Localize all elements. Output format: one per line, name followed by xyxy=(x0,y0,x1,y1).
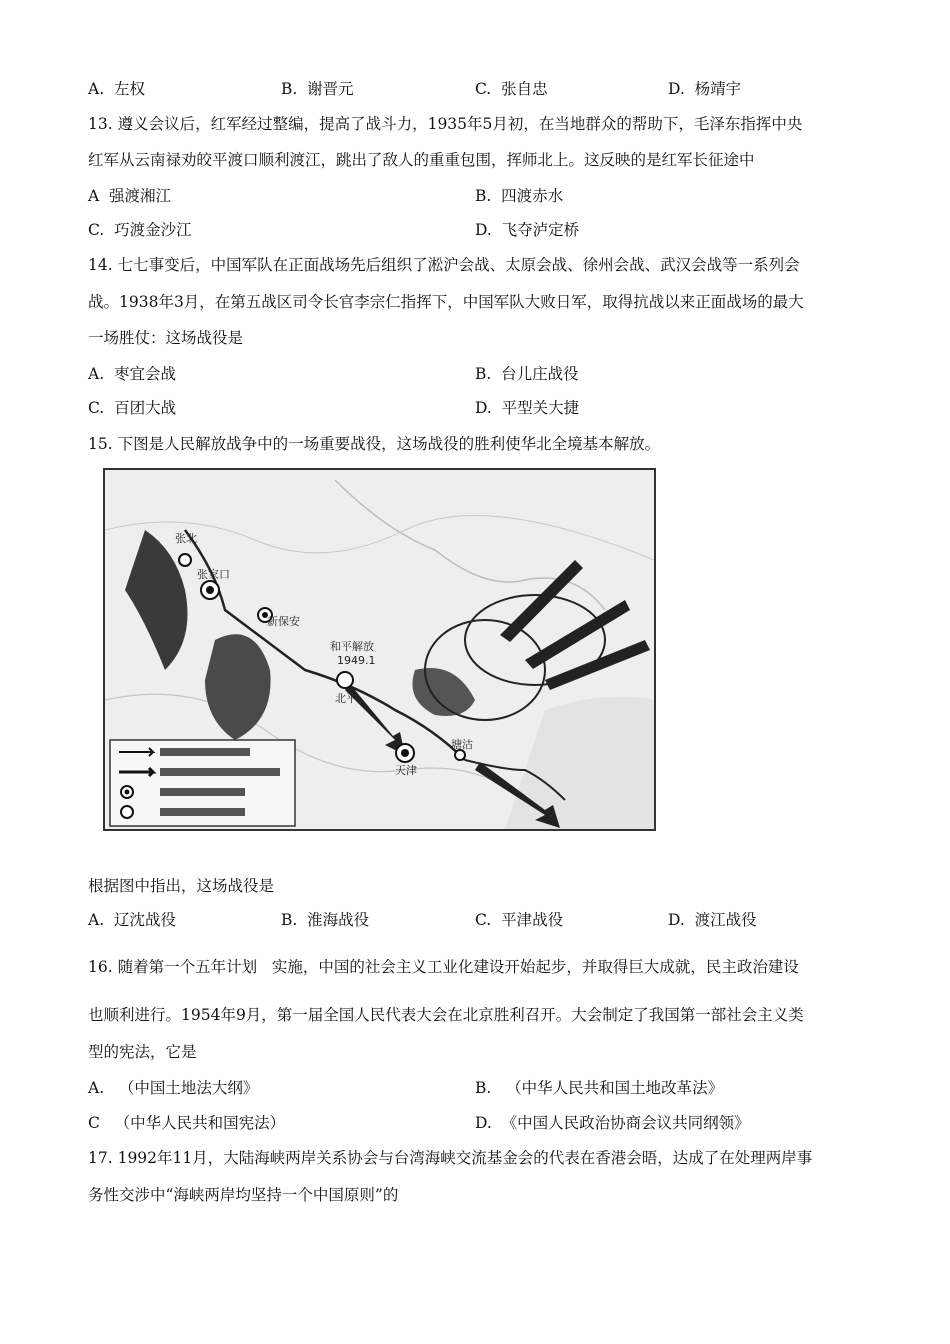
q16-option-a[interactable]: A. （中国土地法大纲》 xyxy=(88,1079,259,1097)
q16-option-d[interactable]: D. 《中国人民政治协商会议共同纲领》 xyxy=(475,1114,750,1132)
q17-stem-line-1: 17. 1992年11月，大陆海峡两岸关系协会与台湾海峡交流基金会的代表在香港会晤，达成了在处理两岸事 xyxy=(88,1149,813,1167)
q13-option-a[interactable]: A 强渡湘江 xyxy=(88,187,172,205)
q14-option-a[interactable]: A. 枣宜会战 xyxy=(88,365,176,383)
q14-stem-line-3: 一场胜仗：这场战役是 xyxy=(88,329,244,347)
city-marker-tanggu xyxy=(455,750,465,760)
battle-map xyxy=(103,468,656,831)
map-label-zhangjiakou: 张家口 xyxy=(197,568,230,581)
city-marker-zhangjiakou xyxy=(201,581,219,599)
map-label-tanggu: 塘沽 xyxy=(451,738,473,751)
map-label-peaceful-liberation: 和平解放 xyxy=(330,640,374,653)
q14-option-d[interactable]: D. 平型关大捷 xyxy=(475,399,580,417)
q12-option-b[interactable]: B. 谢晋元 xyxy=(281,80,354,98)
city-marker-zhangbei xyxy=(179,554,191,566)
q16-stem-line-3: 型的宪法，它是 xyxy=(88,1043,197,1061)
city-marker-beiping xyxy=(337,672,353,688)
q13-option-c[interactable]: C. 巧渡金沙江 xyxy=(88,221,192,239)
q15-option-c[interactable]: C. 平津战役 xyxy=(475,911,564,929)
q16-stem-line-2: 也顺利进行。1954年9月，第一届全国人民代表大会在北京胜利召开。大会制定了我国第一部社会主义类 xyxy=(88,1006,804,1024)
q17-stem-line-2: 务性交涉中“海峡两岸均坚持一个中国原则”的 xyxy=(88,1186,399,1204)
q12-option-d[interactable]: D. 杨靖宇 xyxy=(668,80,742,98)
q15-stem: 15. 下图是人民解放战争中的一场重要战役，这场战役的胜利使华北全境基本解放。 xyxy=(88,435,661,453)
q14-option-b[interactable]: B. 台儿庄战役 xyxy=(475,365,579,383)
battle-map-figure xyxy=(105,470,654,829)
q12-option-a[interactable]: A. 左权 xyxy=(88,80,145,98)
q16-option-c[interactable]: C （中华人民共和国宪法） xyxy=(88,1114,286,1132)
q16-option-b[interactable]: B. （中华人民共和国土地改革法》 xyxy=(475,1079,724,1097)
q15-option-d[interactable]: D. 渡江战役 xyxy=(668,911,757,929)
q13-stem-line-2: 红军从云南禄劝皎平渡口顺利渡江，跳出了敌人的重重包围，挥师北上。这反映的是红军长征途中 xyxy=(88,151,755,169)
q15-option-b[interactable]: B. 淮海战役 xyxy=(281,911,370,929)
q13-option-b[interactable]: B. 四渡赤水 xyxy=(475,187,564,205)
map-label-xinbaoan: 新保安 xyxy=(267,615,300,628)
q13-option-d[interactable]: D. 飞夺泸定桥 xyxy=(475,221,580,239)
map-label-date: 1949.1 xyxy=(337,654,376,667)
map-legend xyxy=(110,740,295,826)
map-label-beiping: 北平 xyxy=(335,692,357,705)
city-marker-tianjin xyxy=(396,744,414,762)
q15-prompt: 根据图中指出，这场战役是 xyxy=(88,877,275,895)
q16-stem-line-1: 16. 随着第一个五年计划 实施，中国的社会主义工业化建设开始起步，并取得巨大成就，民主政治建设 xyxy=(88,958,799,976)
map-label-zhangbei: 张北 xyxy=(175,532,197,545)
q15-option-a[interactable]: A. 辽沈战役 xyxy=(88,911,176,929)
q12-option-c[interactable]: C. 张自忠 xyxy=(475,80,548,98)
q14-stem-line-1: 14. 七七事变后，中国军队在正面战场先后组织了淞沪会战、太原会战、徐州会战、武汉会战等一系列会 xyxy=(88,256,800,274)
q14-stem-line-2: 战。1938年3月，在第五战区司令长官李宗仁指挥下，中国军队大败日军，取得抗战以来正面战场的最大 xyxy=(88,293,804,311)
map-label-tianjin: 天津 xyxy=(395,764,417,777)
q14-option-c[interactable]: C. 百团大战 xyxy=(88,399,177,417)
q13-stem-line-1: 13. 遵义会议后，红军经过整编，提高了战斗力，1935年5月初，在当地群众的帮助下，毛泽东指挥中央 xyxy=(88,115,803,133)
